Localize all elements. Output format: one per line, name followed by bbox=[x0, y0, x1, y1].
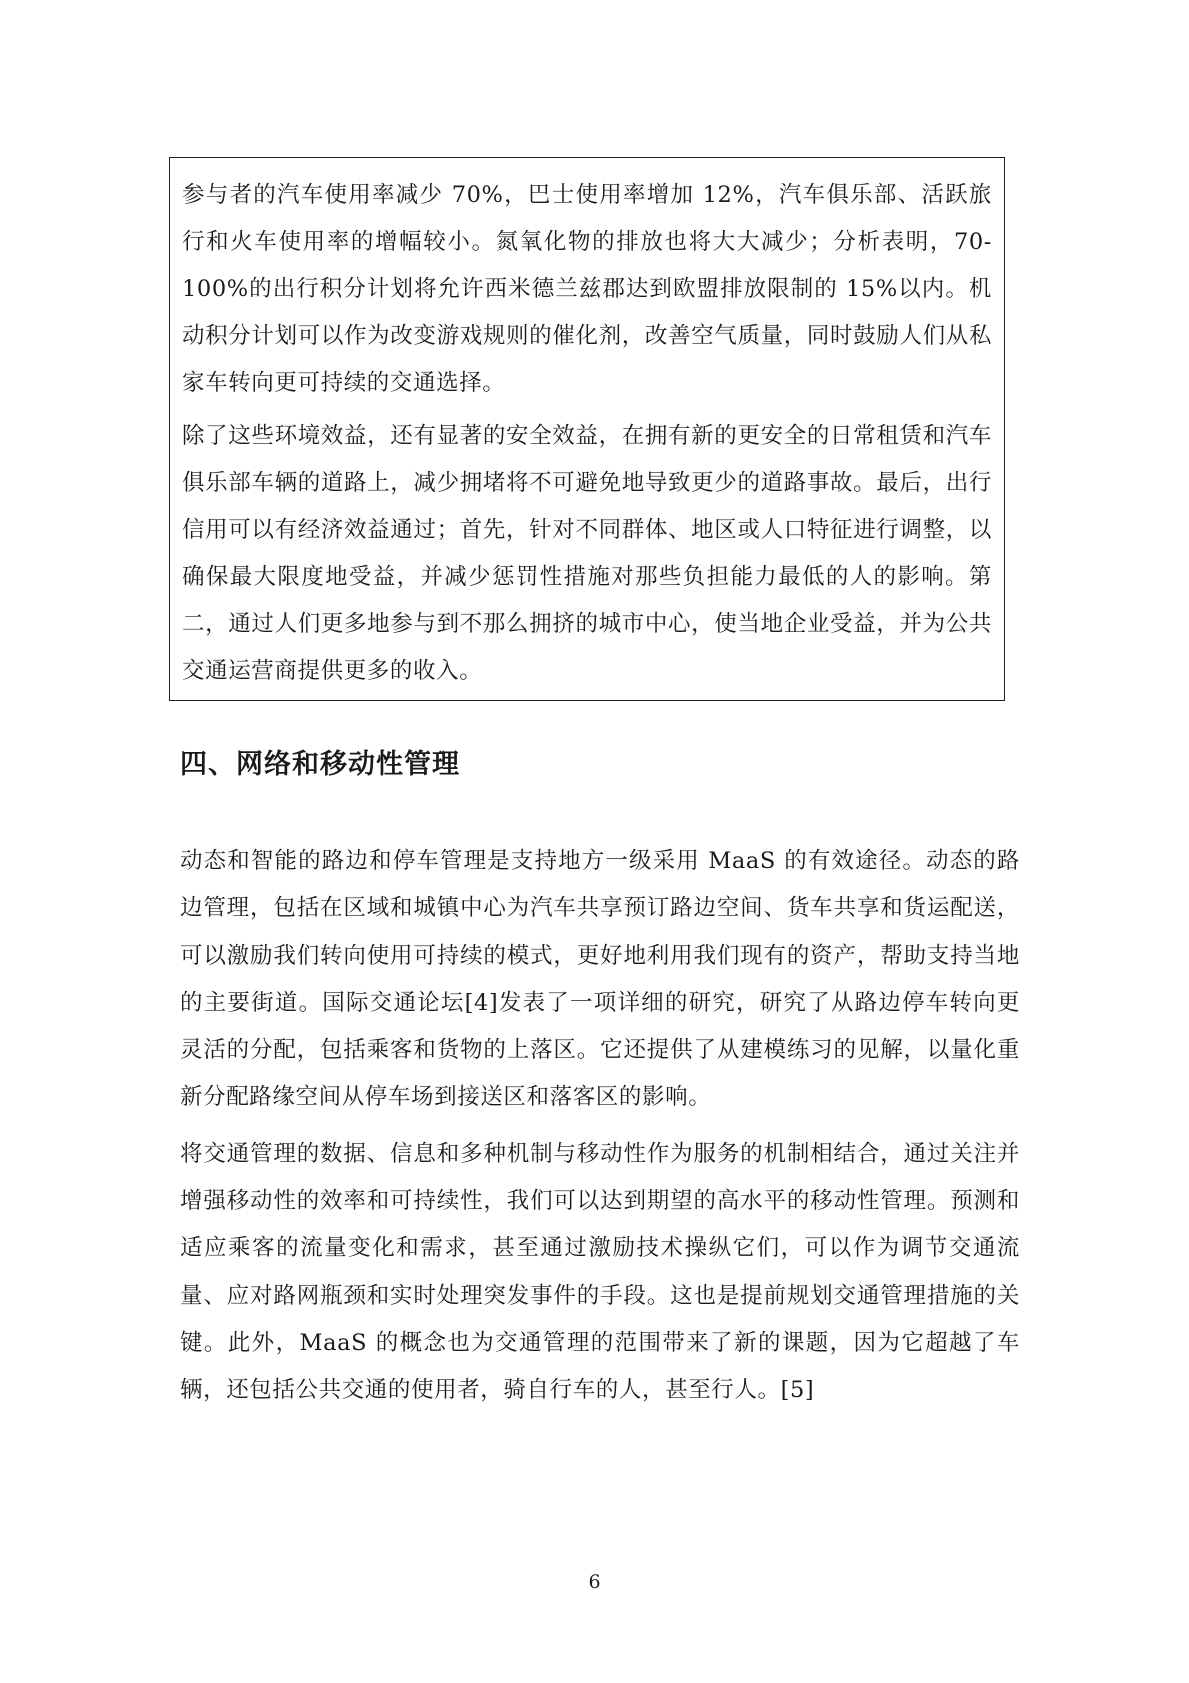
boxed-excerpt bbox=[169, 157, 1005, 701]
body-paragraph-1: 动态和智能的路边和停车管理是支持地方一级采用 MaaS 的有效途径。动态的路边管理，包括在区域和城镇中心为汽车共享预订路边空间、货车共享和货运配送，可以激励我们转向使用可持续的模式，更好地利用我们现有的资产，帮助支持当地的主要街道。国际交通论坛[4]发表了一项详细的研究，研究了从路边停车转向更灵活的分配，包括乘客和货物的上落区。它还提供了从建模练习的见解，以量化重新分配路缘空间从停车场到接送区和落客区的影响。 bbox=[180, 848, 1020, 1111]
section-heading: 四、网络和移动性管理 bbox=[180, 749, 460, 780]
body-paragraph-2: 将交通管理的数据、信息和多种机制与移动性作为服务的机制相结合，通过关注并增强移动性的效率和可持续性，我们可以达到期望的高水平的移动性管理。预测和适应乘客的流量变化和需求，甚至通过激励技术操纵它们，可以作为调节交通流量、应对路网瓶颈和实时处理突发事件的手段。这也是提前规划交通管理措施的关键。此外，MaaS 的概念也为交通管理的范围带来了新的课题，因为它超越了车辆，还包括公共交通的使用者，骑自行车的人，甚至行人。[5] bbox=[180, 1140, 1020, 1404]
boxed-paragraph-1: 参与者的汽车使用率减少 70%，巴士使用率增加 12%，汽车俱乐部、活跃旅行和火车使用率的增幅较小。氮氧化物的排放也将大大减少；分析表明，70-100%的出行积分计划将允许西米德兰兹郡达到欧盟排放限制的 15%以内。机动积分计划可以作为改变游戏规则的催化剂，改善空气质量，同时鼓励人们从私家车转向更可持续的交通选择。 bbox=[182, 182, 992, 396]
section-body bbox=[180, 838, 1020, 1424]
page-number: 6 bbox=[588, 1571, 601, 1593]
boxed-paragraph-2: 除了这些环境效益，还有显著的安全效益，在拥有新的更安全的日常租赁和汽车俱乐部车辆的道路上，减少拥堵将不可避免地导致更少的道路事故。最后，出行信用可以有经济效益通过；首先，针对不同群体、地区或人口特征进行调整，以确保最大限度地受益，并减少惩罚性措施对那些负担能力最低的人的影响。第二，通过人们更多地参与到不那么拥挤的城市中心，使当地企业受益，并为公共交通运营商提供更多的收入。 bbox=[182, 423, 992, 684]
